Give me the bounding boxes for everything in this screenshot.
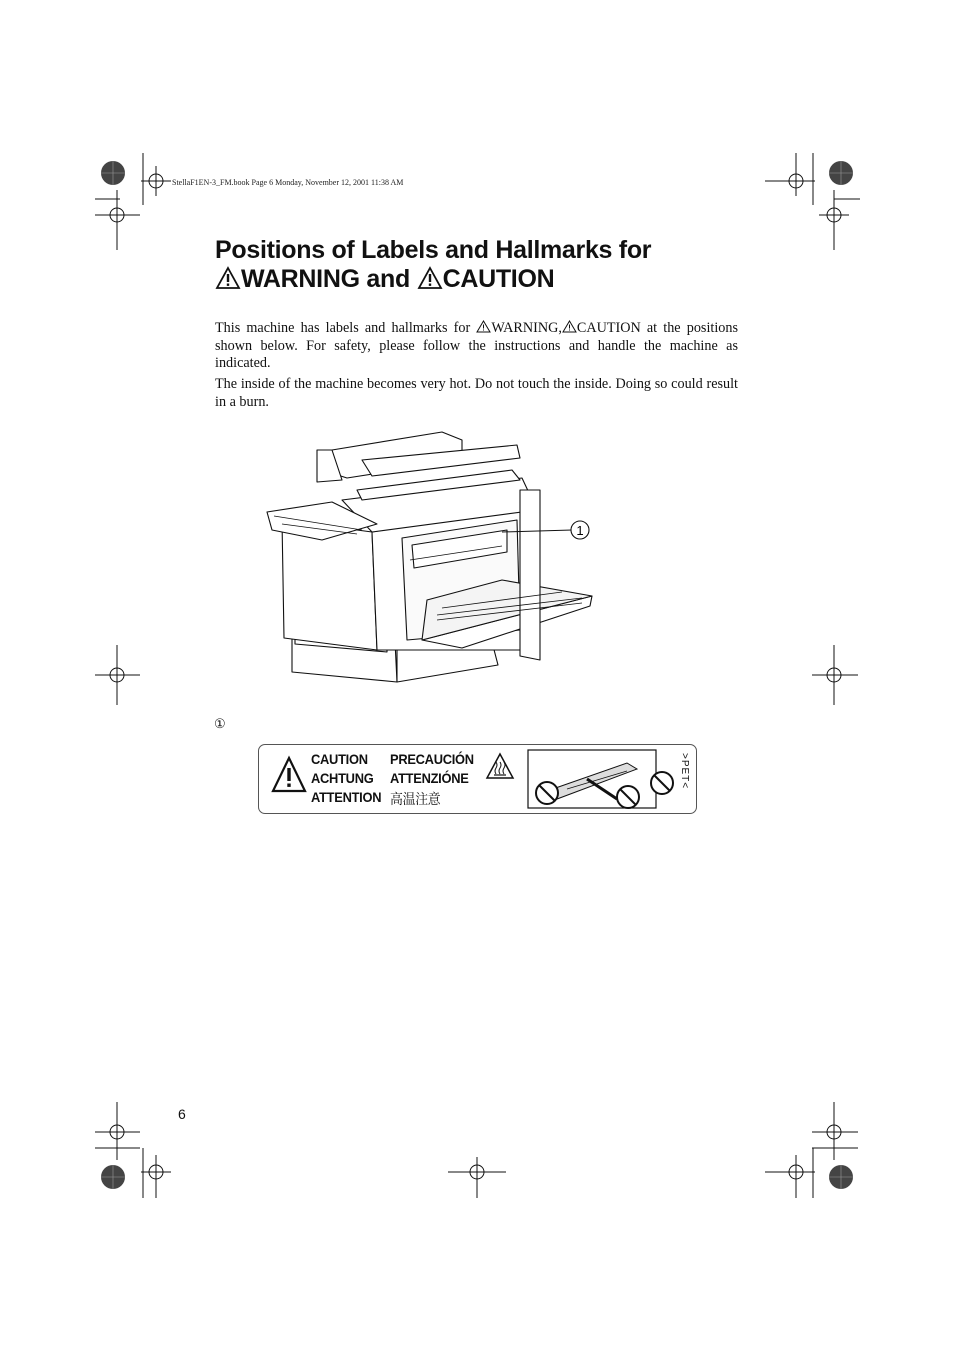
- caution-triangle-icon: [417, 266, 443, 290]
- intro-p1-warning: WARNING,: [491, 320, 562, 336]
- caution-label: [258, 744, 697, 814]
- callout-number: 1: [576, 523, 584, 538]
- label-japanese: 高温注意: [390, 791, 441, 807]
- label-attenzione: ATTENZIÓNE: [390, 770, 469, 786]
- page-number: 6: [178, 1106, 186, 1122]
- intro-p1-caution: CAUTION: [576, 320, 641, 336]
- title-caution: CAUTION: [442, 265, 555, 293]
- no-touch-pictogram: [527, 749, 675, 809]
- intro-p1-text-b: at the positions shown below. For safety, please follow the instructions and handle the machine as indicated.: [215, 320, 738, 371]
- warning-triangle-icon: [215, 266, 241, 290]
- file-header-meta: StellaF1EN-3_FM.book Page 6 Monday, November 12, 2001 11:38 AM: [172, 178, 404, 187]
- intro-paragraph-1: [215, 320, 738, 373]
- label-attention: ATTENTION: [311, 789, 382, 805]
- caution-inline-icon: [562, 320, 577, 333]
- hot-surface-icon: [485, 752, 515, 780]
- page-title: [215, 236, 775, 294]
- machine-illustration: [262, 420, 602, 690]
- warning-inline-icon: [476, 320, 491, 333]
- title-line-2: [215, 265, 775, 294]
- intro-p1-text-a: This machine has labels and hallmarks for: [215, 320, 477, 336]
- title-and: and: [359, 265, 417, 293]
- label-achtung: ACHTUNG: [311, 770, 374, 786]
- figure-callout-label: ①: [214, 716, 226, 731]
- intro-paragraph-2: The inside of the machine becomes very hot. Do not touch the inside. Doing so could result in a burn.: [215, 376, 738, 410]
- title-warning: WARNING: [241, 265, 360, 293]
- label-precaucion: PRECAUCIÓN: [390, 751, 474, 767]
- label-warning-icon: [271, 755, 307, 795]
- label-caution-en: CAUTION: [311, 751, 368, 767]
- label-material-code: >PET<: [679, 753, 690, 790]
- title-line-1: Positions of Labels and Hallmarks for: [215, 236, 652, 264]
